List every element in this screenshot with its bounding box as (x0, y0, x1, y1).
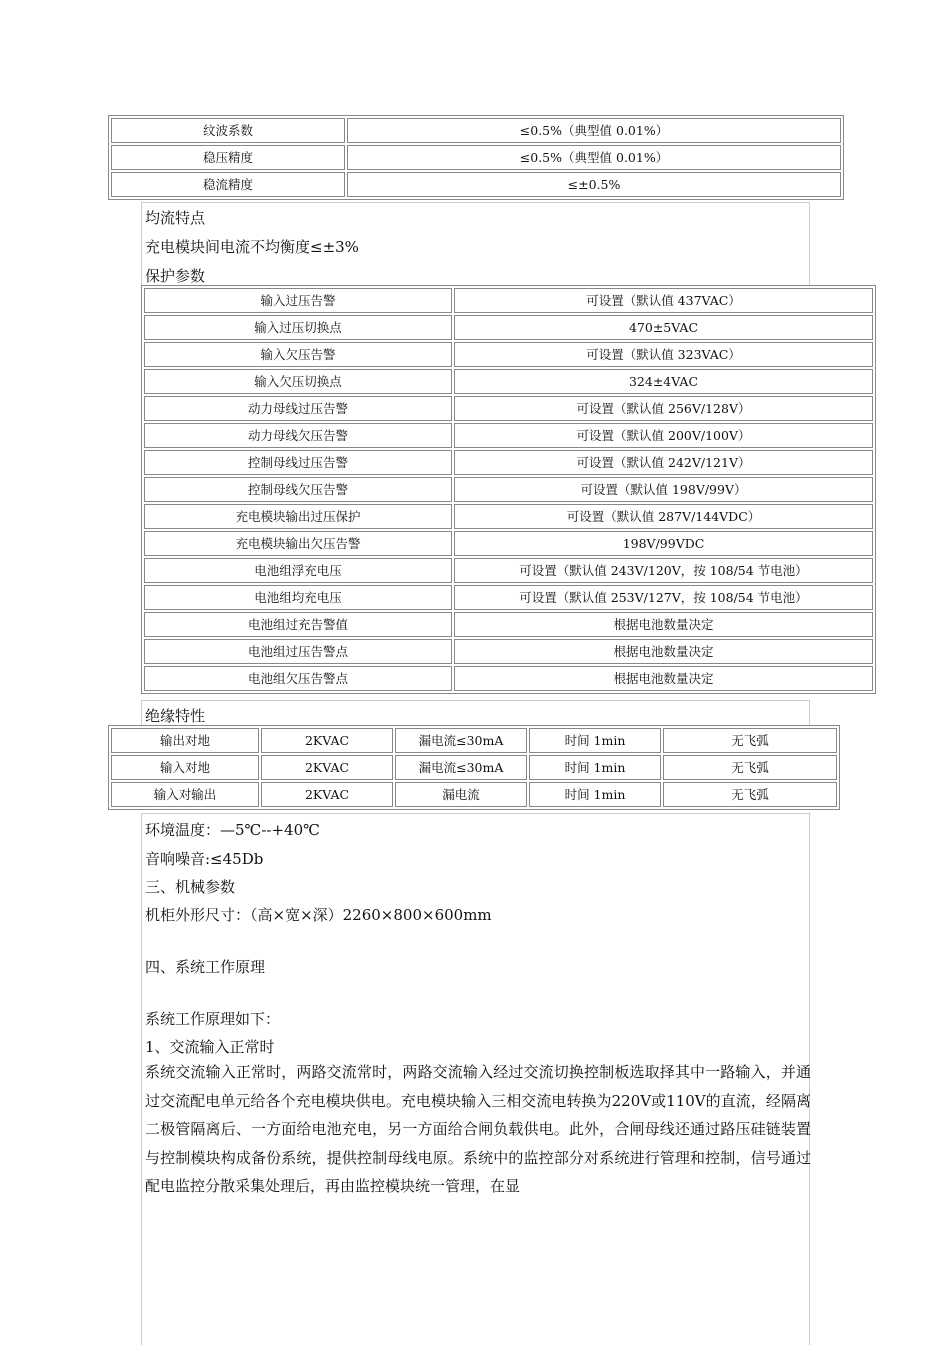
insulation-row-cell: 漏电流≤30mA (395, 728, 527, 753)
insulation-row-cell: 漏电流≤30mA (395, 755, 527, 780)
protection-row (144, 612, 873, 637)
protection-row (144, 585, 873, 610)
current-sharing-heading: 均流特点 (145, 209, 206, 227)
protection-row-cell: 根据电池数量决定 (454, 639, 873, 664)
protection-row-cell: 动力母线过压告警 (144, 396, 452, 421)
protection-row-cell: 470±5VAC (454, 315, 873, 340)
spec-row-cell: ≤0.5%（典型值 0.01%） (347, 145, 841, 170)
protection-row (144, 531, 873, 556)
insulation-row-cell: 2KVAC (261, 782, 393, 807)
principle-intro: 系统工作原理如下： (145, 1010, 281, 1028)
protection-row (144, 288, 873, 313)
insulation-row-cell: 时间 1min (529, 728, 661, 753)
protection-row-cell: 可设置（默认值 437VAC） (454, 288, 873, 313)
insulation-row-cell: 输入对输出 (111, 782, 259, 807)
insulation-table (108, 725, 840, 810)
env-temp-text: 环境温度：—5℃--+40℃ (145, 821, 320, 839)
protection-row (144, 477, 873, 502)
ripple-spec-table (108, 115, 844, 200)
insulation-row (111, 782, 837, 807)
spec-row (111, 118, 841, 143)
insulation-section (141, 700, 810, 727)
protection-row-cell: 动力母线欠压告警 (144, 423, 452, 448)
insulation-row-cell: 2KVAC (261, 755, 393, 780)
spec-row-cell: ≤0.5%（典型值 0.01%） (347, 118, 841, 143)
insulation-row (111, 755, 837, 780)
protection-row-cell: 输入过压告警 (144, 288, 452, 313)
protection-row-cell: 可设置（默认值 256V/128V） (454, 396, 873, 421)
protection-row-cell: 控制母线过压告警 (144, 450, 452, 475)
protection-row-cell: 可设置（默认值 200V/100V） (454, 423, 873, 448)
insulation-row-cell: 输入对地 (111, 755, 259, 780)
protection-row-cell: 可设置（默认值 253V/127V，按 108/54 节电池） (454, 585, 873, 610)
protection-row (144, 396, 873, 421)
protection-row-cell: 控制母线欠压告警 (144, 477, 452, 502)
protection-row-cell: 电池组均充电压 (144, 585, 452, 610)
protection-row-cell: 电池组过压告警点 (144, 639, 452, 664)
insulation-row-cell: 无飞弧 (663, 755, 837, 780)
protection-row-cell: 电池组浮充电压 (144, 558, 452, 583)
protection-row-cell: 电池组过充告警值 (144, 612, 452, 637)
cabinet-size-text: 机柜外形尺寸：（高×宽×深）2260×800×600mm (145, 906, 492, 924)
protection-row (144, 558, 873, 583)
protection-heading: 保护参数 (145, 267, 206, 285)
spec-row-cell: 稳压精度 (111, 145, 345, 170)
protection-row-cell: 输入过压切换点 (144, 315, 452, 340)
protection-row-cell: 可设置（默认值 242V/121V） (454, 450, 873, 475)
insulation-row-cell: 输出对地 (111, 728, 259, 753)
spec-row (111, 172, 841, 197)
protection-row-cell: 充电模块输出欠压告警 (144, 531, 452, 556)
insulation-row-cell: 无飞弧 (663, 728, 837, 753)
insulation-row-cell: 时间 1min (529, 782, 661, 807)
insulation-row-cell: 漏电流 (395, 782, 527, 807)
protection-row-cell: 可设置（默认值 287V/144VDC） (454, 504, 873, 529)
protection-row (144, 666, 873, 691)
protection-row (144, 342, 873, 367)
ac-normal-paragraph: 系统交流输入正常时，两路交流常时，两路交流输入经过交流切换控制板选取择其中一路输入，并通过交流配电单元给各个充电模块供电。充电模块输入三相交流电转换为220V或110V的直流，经隔离二极管隔离后、一方面给电池充电，另一方面给合闸负载供电。此外，合闸母线还通过路压硅链装置与控制模块构成备份系统，提供控制母线电原。系统中的监控部分对系统进行管理和控制，信号通过配电监控分散采集处理后，再由监控模块统一管理，在显 (145, 1063, 811, 1196)
principle-heading: 四、系统工作原理 (145, 958, 266, 976)
protection-row-cell: 充电模块输出过压保护 (144, 504, 452, 529)
ac-normal-heading: 1、交流输入正常时 (145, 1038, 275, 1056)
mech-params-heading: 三、机械参数 (145, 878, 236, 896)
protection-row (144, 369, 873, 394)
noise-text: 音响噪音:≤45Db (145, 850, 264, 868)
protection-row (144, 504, 873, 529)
protection-row-cell: 可设置（默认值 323VAC） (454, 342, 873, 367)
spec-row-cell: 纹波系数 (111, 118, 345, 143)
current-imbalance-text: 充电模块间电流不均衡度≤±3% (145, 238, 359, 256)
insulation-row-cell: 时间 1min (529, 755, 661, 780)
protection-row-cell: 198V/99VDC (454, 531, 873, 556)
protection-row-cell: 根据电池数量决定 (454, 666, 873, 691)
protection-params-table (141, 285, 876, 694)
protection-row (144, 315, 873, 340)
protection-row (144, 423, 873, 448)
protection-row-cell: 可设置（默认值 243V/120V，按 108/54 节电池） (454, 558, 873, 583)
spec-row (111, 145, 841, 170)
insulation-row (111, 728, 837, 753)
protection-row-cell: 可设置（默认值 198V/99V） (454, 477, 873, 502)
protection-row-cell: 电池组欠压告警点 (144, 666, 452, 691)
protection-row-cell: 输入欠压告警 (144, 342, 452, 367)
insulation-row-cell: 无飞弧 (663, 782, 837, 807)
protection-row-cell: 324±4VAC (454, 369, 873, 394)
protection-row-cell: 根据电池数量决定 (454, 612, 873, 637)
spec-row-cell: ≤±0.5% (347, 172, 841, 197)
protection-row (144, 639, 873, 664)
protection-row-cell: 输入欠压切换点 (144, 369, 452, 394)
insulation-heading: 绝缘特性 (145, 707, 206, 725)
protection-row (144, 450, 873, 475)
spec-row-cell: 稳流精度 (111, 172, 345, 197)
insulation-row-cell: 2KVAC (261, 728, 393, 753)
